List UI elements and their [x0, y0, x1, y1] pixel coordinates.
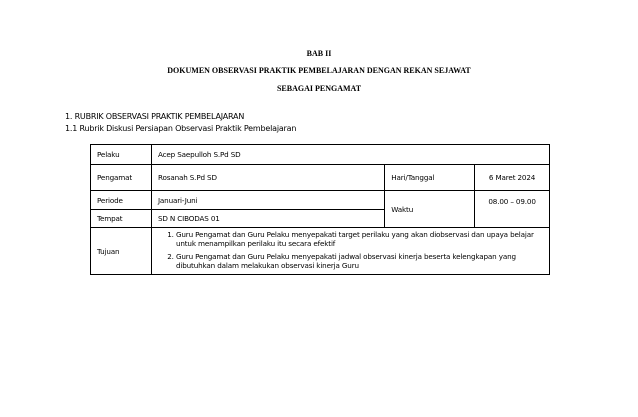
pelaku-label: Pelaku [91, 145, 152, 165]
periode-value: Januari-Juni [151, 191, 384, 210]
subsection-heading: 1.1 Rubrik Diskusi Persiapan Observasi Praktik Pembelajaran [65, 124, 297, 133]
tujuan-label: Tujuan [91, 228, 152, 275]
document-subtitle: SEBAGAI PENGAMAT [276, 84, 362, 93]
hari-tanggal-value: 6 Maret 2024 [475, 165, 550, 191]
waktu-value: 08.00 – 09.00 [475, 191, 550, 228]
tujuan-item: 1. Guru Pengamat dan Guru Pelaku menyepakati target perilaku yang akan diobservasi dan upaya belajar untuk menampilkan perilaku itu secara efektif [176, 230, 543, 248]
tujuan-item: 2. Guru Pengamat dan Guru Pelaku menyepakati jadwal observasi kinerja beserta kelengkapan yang dibutuhkan dalam melakukan observasi kinerja Guru [176, 252, 543, 270]
chapter-heading: BAB II [306, 49, 332, 58]
hari-tanggal-label: Hari/Tanggal [385, 165, 475, 191]
waktu-label: Waktu [385, 191, 475, 228]
tujuan-value [151, 228, 549, 275]
periode-label: Periode [91, 191, 152, 210]
observation-rubric-table [90, 144, 550, 275]
tempat-value: SD N CIBODAS 01 [151, 210, 384, 228]
document-title: DOKUMEN OBSERVASI PRAKTIK PEMBELAJARAN DENGAN REKAN SEJAWAT [167, 66, 471, 75]
pengamat-label: Pengamat [91, 165, 152, 191]
pengamat-value: Rosanah S.Pd SD [151, 165, 384, 191]
section-heading: 1. RUBRIK OBSERVASI PRAKTIK PEMBELAJARAN [65, 112, 245, 121]
pelaku-value: Acep Saepulloh S.Pd SD [151, 145, 549, 165]
tujuan-list [158, 230, 543, 270]
table-row [91, 228, 550, 275]
tempat-label: Tempat [91, 210, 152, 228]
table-row [91, 191, 550, 210]
table-row [91, 145, 550, 165]
table-row [91, 165, 550, 191]
